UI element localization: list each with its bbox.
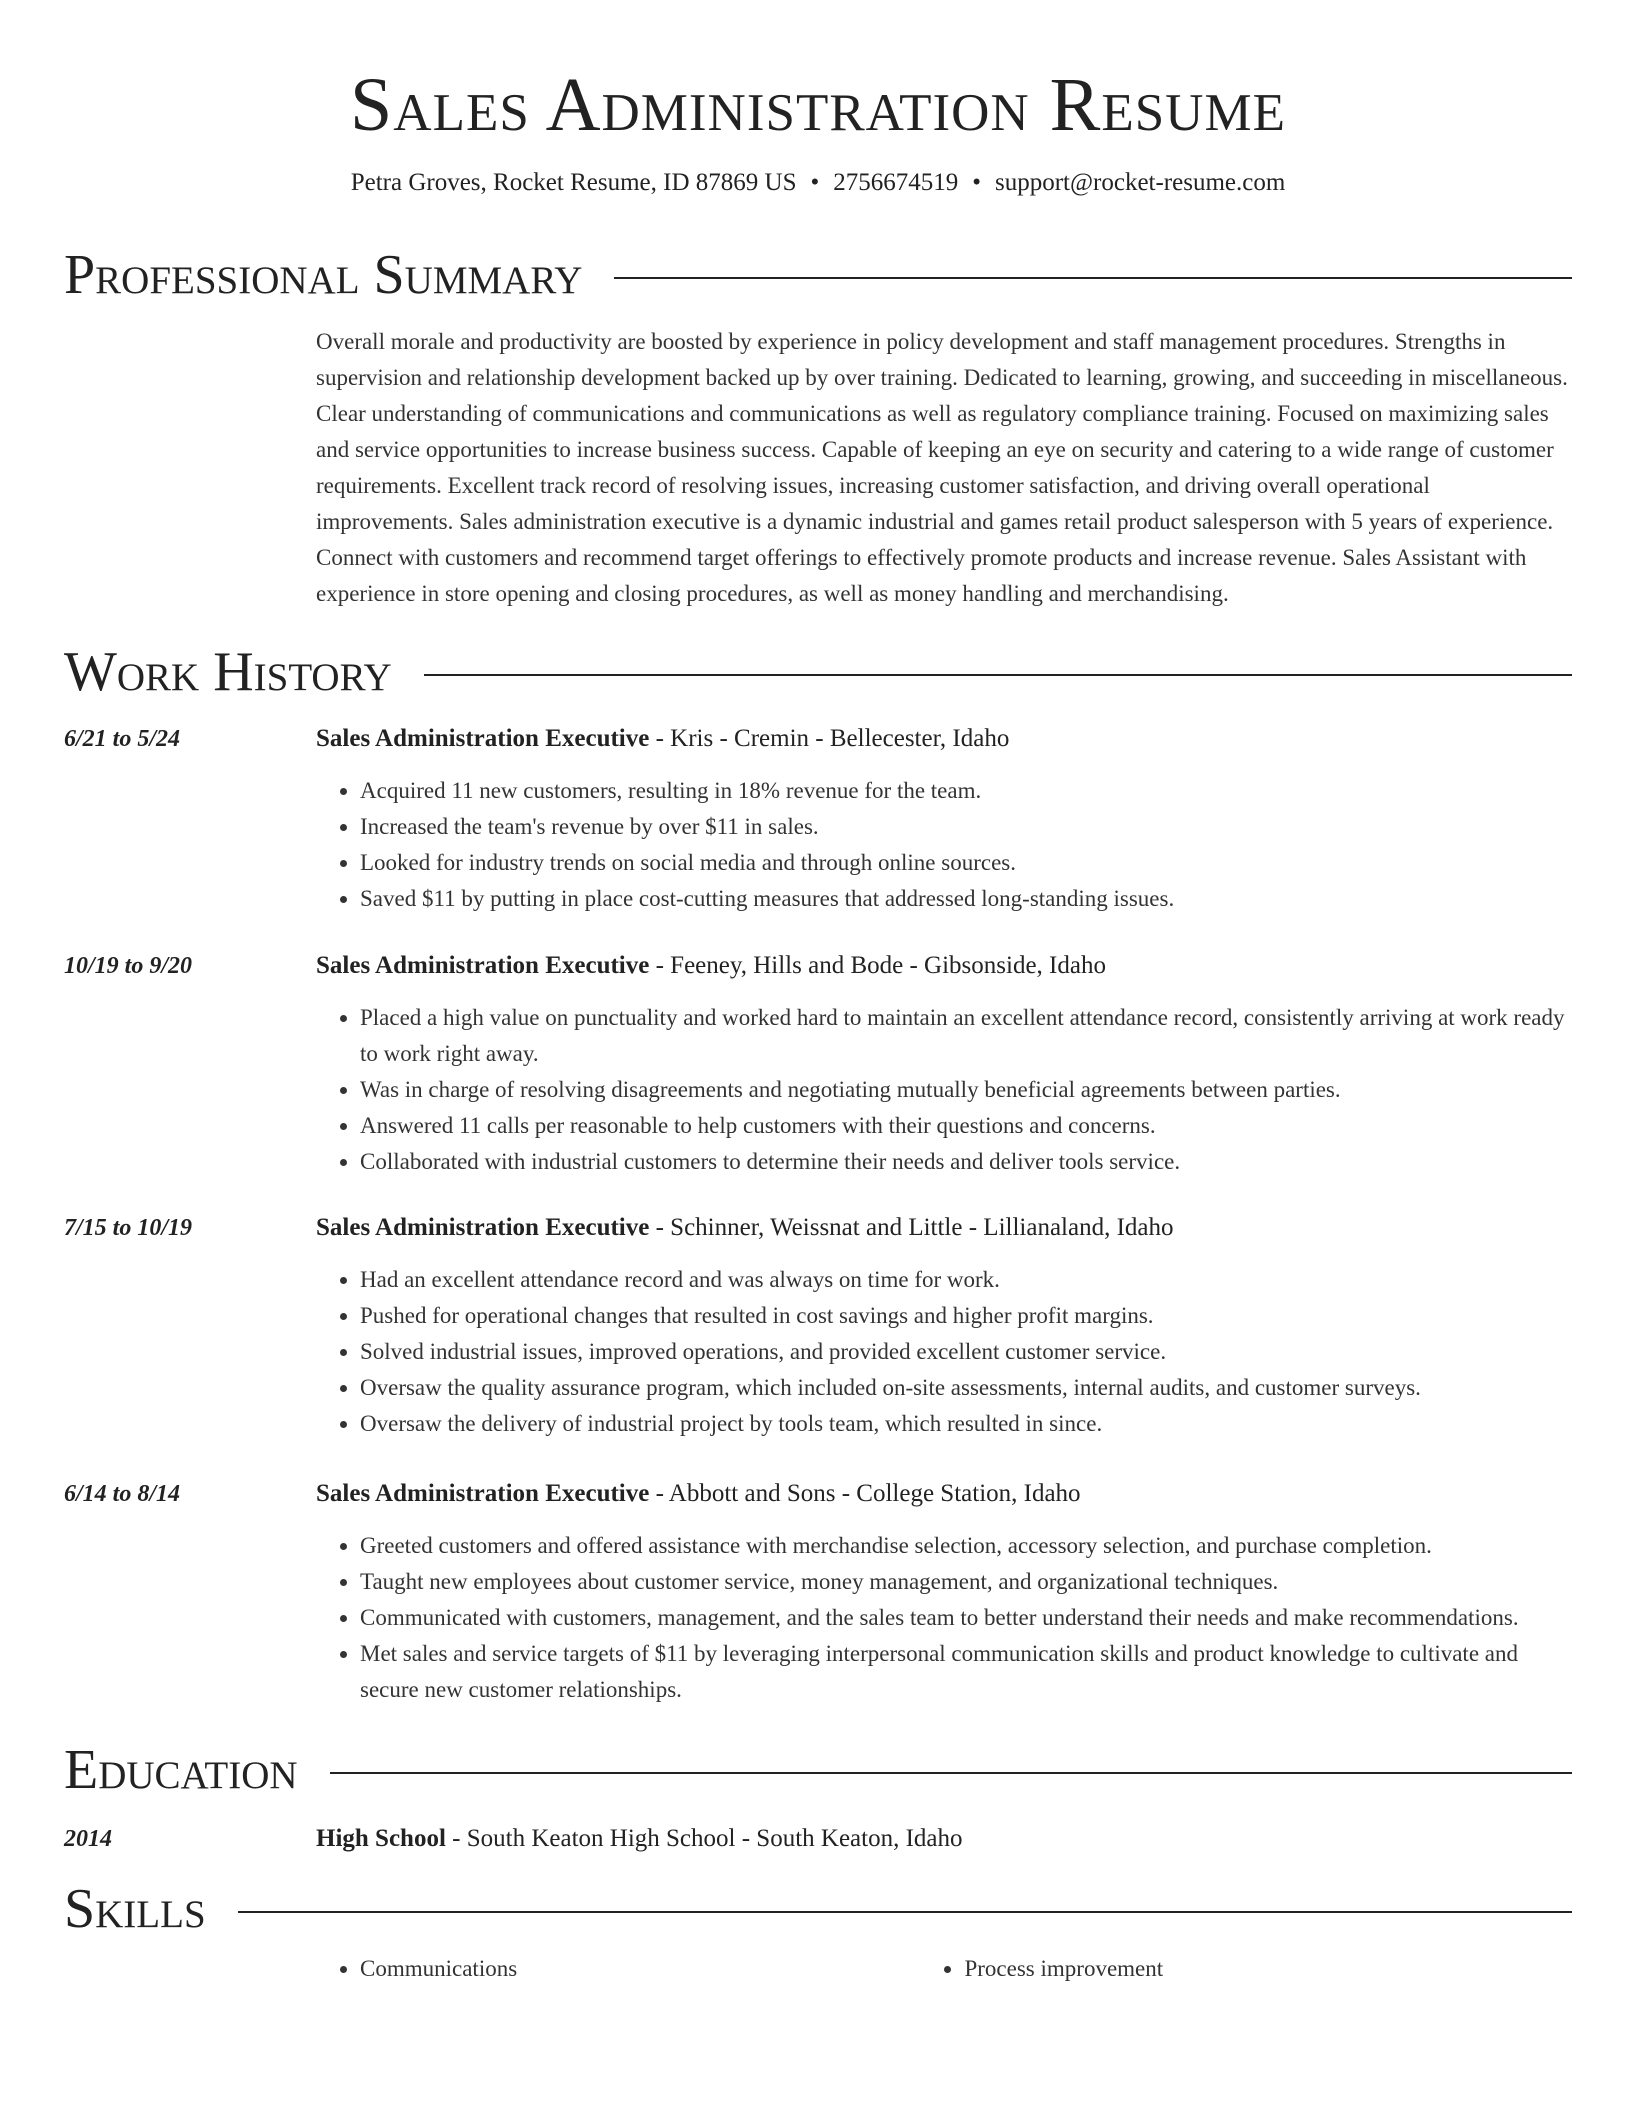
job-bullet: • Taught new employees about customer service, money management, and organizational techniques.: [360, 1564, 1572, 1600]
job-bullet: • Placed a high value on punctuality and worked hard to maintain an excellent attendance record, consistently arriving at work ready to work right away.: [360, 1000, 1572, 1072]
job-bullet: • Saved $11 by putting in place cost-cutting measures that addressed long-standing issues.: [360, 881, 1572, 917]
job-role: [316, 1476, 1572, 1512]
job-bullet: • Greeted customers and offered assistance with merchandise selection, accessory selection, and purchase completion.: [360, 1528, 1572, 1564]
job-bullet: • Answered 11 calls per reasonable to help customers with their questions and concerns.: [360, 1108, 1572, 1144]
job-bullets: [316, 773, 1572, 917]
job-role: [316, 721, 1572, 757]
job-dates: 6/14 to 8/14: [64, 1481, 181, 1507]
job-role: [316, 948, 1572, 984]
job-bullet: • Was in charge of resolving disagreements and negotiating mutually beneficial agreements between parties.: [360, 1072, 1572, 1108]
skill-item: • Process improvement: [964, 1951, 1572, 1987]
job-dates: 10/19 to 9/20: [64, 953, 193, 979]
summary-text: Overall morale and productivity are boosted by experience in policy development and staff management procedures. Strengths in supervision and relationship development backed up by over training. Dedicated to learning, growing, and succeeding in miscellaneous. Clear understanding of communications and communications as well as regulatory compliance training. Focused on maximizing sales and service opportunities to increase business success. Capable of keeping an eye on security and catering to a wide range of customer requirements. Excellent track record of resolving issues, increasing customer satisfaction, and driving overall operational improvements. Sales administration executive is a dynamic industrial and games retail product salesperson with 5 years of experience. Connect with customers and recommend target offerings to effectively promote products and increase revenue. Sales Assistant with experience in store opening and closing procedures, as well as money handling and merchandising.: [316, 329, 1568, 606]
job-bullet: • Collaborated with industrial customers to determine their needs and deliver tools service.: [360, 1144, 1572, 1180]
contact-separator: •: [972, 169, 981, 196]
job-title: Sales Administration Executive: [316, 952, 650, 979]
job-entry: [64, 721, 1572, 917]
skill-item: • Communications: [360, 1951, 920, 1987]
section-header-skills: [64, 1877, 1572, 1941]
job-bullet: • Increased the team's revenue by over $11 in sales.: [360, 809, 1572, 845]
job-details: - Schinner, Weissnat and Little - Lillianaland, Idaho: [649, 1214, 1174, 1241]
education-details: - South Keaton High School - South Keaton, Idaho: [445, 1825, 963, 1852]
section-divider: [424, 674, 1572, 676]
section-divider: [238, 1911, 1572, 1913]
contact-separator: •: [810, 169, 820, 196]
education-role: [316, 1821, 1572, 1857]
job-bullets: [316, 1528, 1572, 1708]
contact-phone: 2756674519: [833, 169, 959, 196]
education-degree: High School: [316, 1825, 446, 1852]
education-entry: [64, 1821, 1572, 1857]
contact-line: [64, 168, 1572, 198]
section-header-work: [64, 640, 1572, 704]
job-bullet: • Oversaw the quality assurance program, which included on-site assessments, internal audits, and customer surveys.: [360, 1370, 1572, 1406]
job-title: Sales Administration Executive: [316, 725, 650, 752]
skills-column-left: [316, 1951, 920, 1987]
skills-column-right: [920, 1951, 1572, 1987]
job-entry: [64, 1476, 1572, 1708]
job-bullet: • Solved industrial issues, improved operations, and provided excellent customer service.: [360, 1334, 1572, 1370]
job-bullet: • Met sales and service targets of $11 by leveraging interpersonal communication skills and product knowledge to cultivate and secure new customer relationships.: [360, 1636, 1572, 1708]
job-bullets: [316, 1000, 1572, 1180]
contact-email: support@rocket-resume.com: [995, 169, 1286, 196]
job-entry: [64, 948, 1572, 1180]
job-details: - Feeney, Hills and Bode - Gibsonside, Idaho: [649, 952, 1106, 979]
job-bullet: • Oversaw the delivery of industrial project by tools team, which resulted in since.: [360, 1406, 1572, 1442]
section-title-education: Education: [64, 1739, 298, 1801]
contact-address: Petra Groves, Rocket Resume, ID 87869 US: [350, 169, 797, 196]
section-divider: [330, 1772, 1572, 1774]
job-details: - Abbott and Sons - College Station, Idaho: [649, 1480, 1081, 1507]
job-dates: 7/15 to 10/19: [64, 1215, 193, 1241]
job-bullet: • Pushed for operational changes that resulted in cost savings and higher profit margins.: [360, 1298, 1572, 1334]
job-dates: 6/21 to 5/24: [64, 726, 181, 752]
job-title: Sales Administration Executive: [316, 1480, 650, 1507]
skills-list: [316, 1951, 1572, 1987]
section-header-education: [64, 1738, 1572, 1802]
job-details: - Kris - Cremin - Bellecester, Idaho: [649, 725, 1010, 752]
job-role: [316, 1210, 1572, 1246]
section-title-work: Work History: [64, 641, 392, 703]
job-entry: [64, 1210, 1572, 1442]
job-bullet: • Had an excellent attendance record and was always on time for work.: [360, 1262, 1572, 1298]
section-divider: [614, 277, 1572, 279]
section-header-summary: [64, 243, 1572, 307]
job-bullet: • Acquired 11 new customers, resulting in 18% revenue for the team.: [360, 773, 1572, 809]
job-bullets: [316, 1262, 1572, 1442]
resume-page: [64, 0, 1572, 1987]
job-bullet: • Communicated with customers, management, and the sales team to better understand their needs and make recommendations.: [360, 1600, 1572, 1636]
resume-title: Sales Administration Resume: [350, 63, 1286, 147]
job-title: Sales Administration Executive: [316, 1214, 650, 1241]
section-title-summary: Professional Summary: [64, 244, 583, 306]
section-title-skills: Skills: [64, 1878, 206, 1940]
job-bullet: • Looked for industry trends on social media and through online sources.: [360, 845, 1572, 881]
education-year: 2014: [64, 1826, 112, 1852]
